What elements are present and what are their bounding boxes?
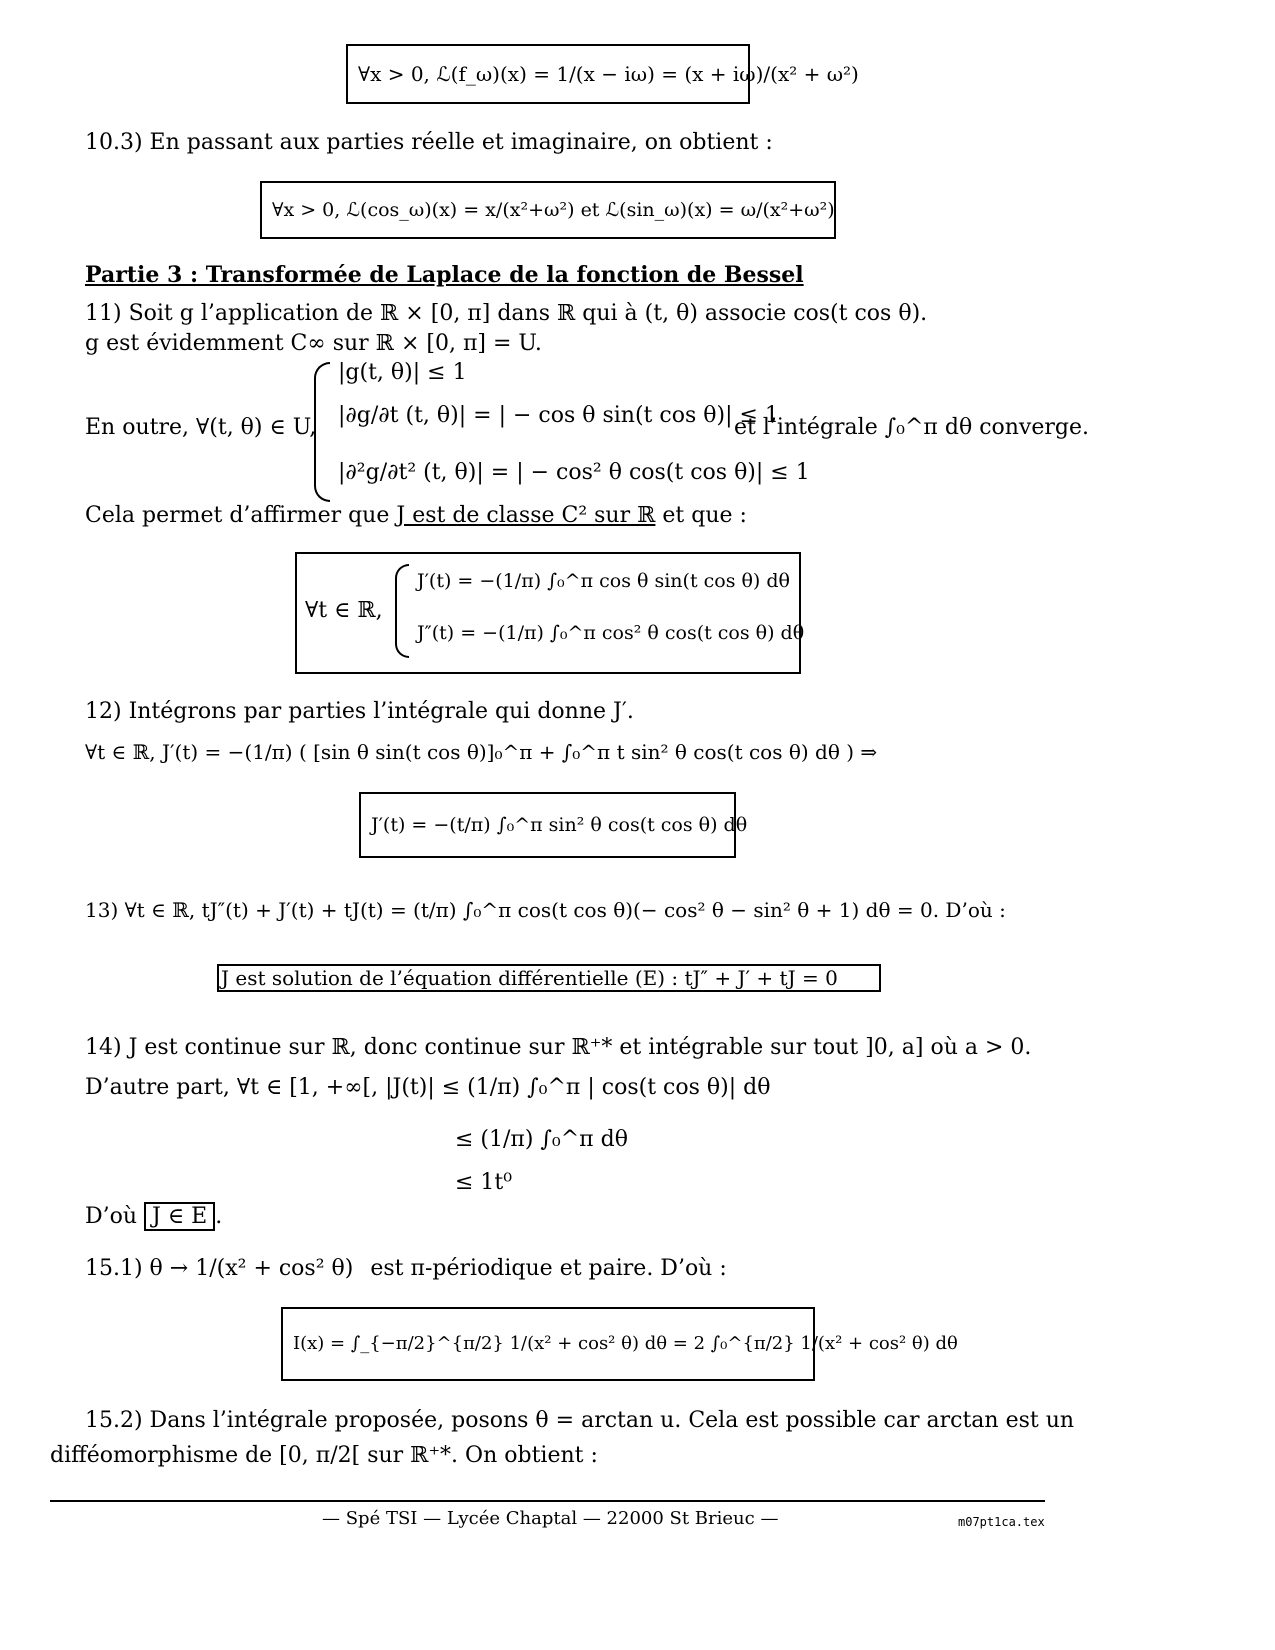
equation-J-prime: J′(t) = −(1/π) ∫₀^π cos θ sin(t cos θ) dθ	[417, 570, 790, 592]
equation-J-second: J″(t) = −(1/π) ∫₀^π cos² θ cos(t cos θ) dθ	[417, 622, 805, 644]
equation-text: I(x) = ∫_{−π/2}^{π/2} 1/(x² + cos² θ) dθ = 2 ∫₀^{π/2} 1/(x² + cos² θ) dθ	[293, 1333, 958, 1354]
boxed-equation-laplace-f	[346, 44, 859, 104]
footer-rule	[50, 1500, 1045, 1502]
boxed-J-in-E: J ∈ E	[144, 1202, 215, 1231]
dou-text: D’où	[85, 1204, 145, 1229]
paragraph-11-integrale: et l’intégrale ∫₀^π dθ converge.	[734, 415, 1089, 440]
boxed-equation-J-prime-result	[359, 792, 748, 858]
paragraph-11-en-outre: En outre, ∀(t, θ) ∈ U,	[85, 415, 317, 440]
period: .	[215, 1204, 223, 1229]
paragraph-14-line1: 14) J est continue sur ℝ, donc continue sur ℝ⁺* et intégrable sur tout ]0, a] où a > 0.	[85, 1035, 1032, 1060]
paragraph-15-2-line1: 15.2) Dans l’intégrale proposée, posons θ = arctan u. Cela est possible car arctan est un	[85, 1408, 1075, 1433]
system-line-3: |∂²g/∂t² (t, θ)| = | − cos² θ cos(t cos θ)| ≤ 1	[338, 460, 810, 485]
boxed-equation-cos-sin	[260, 181, 836, 239]
footer-center: — Spé TSI — Lycée Chaptal — 22000 St Brieuc —	[322, 1508, 779, 1529]
system-brace	[314, 362, 330, 502]
paragraph-11-cela	[85, 503, 747, 528]
equation-text: ∀x > 0, ℒ(f_ω)(x) = 1/(x − iω) = (x + iω)/(x² + ω²)	[358, 62, 859, 86]
paragraph-11-line2: g est évidemment C∞ sur ℝ × [0, π] = U.	[85, 331, 542, 356]
system-forall: ∀t ∈ ℝ,	[305, 598, 383, 623]
paragraph-15-1	[85, 1256, 727, 1281]
cela-suffix: et que :	[655, 503, 747, 528]
paragraph-11-line1: 11) Soit g l’application de ℝ × [0, π] dans ℝ qui à (t, θ) associe cos(t cos θ).	[85, 301, 928, 326]
paragraph-14-conclusion	[85, 1204, 222, 1229]
equation-text: J est solution de l’équation différentielle (E) : tJ″ + J′ + tJ = 0	[221, 966, 838, 990]
boxed-system-J-derivatives	[295, 552, 805, 674]
paragraph-15-2-line2: difféomorphisme de [0, π/2[ sur ℝ⁺*. On obtient :	[50, 1443, 598, 1468]
equation-text: J′(t) = −(t/π) ∫₀^π sin² θ cos(t cos θ) dθ	[371, 814, 748, 836]
paragraph-10-3: 10.3) En passant aux parties réelle et imaginaire, on obtient :	[85, 130, 773, 155]
system-brace	[395, 564, 409, 658]
equation-text: ∀x > 0, ℒ(cos_ω)(x) = x/(x²+ω²) et ℒ(sin_ω)(x) = ω/(x²+ω²)	[272, 199, 835, 221]
paragraph-14-line2: D’autre part, ∀t ∈ [1, +∞[, |J(t)| ≤ (1/π) ∫₀^π | cos(t cos θ)| dθ	[85, 1075, 771, 1100]
function-expression: 15.1) θ → 1/(x² + cos² θ)	[85, 1256, 354, 1281]
paragraph-14-line4: ≤ 1t⁰	[455, 1170, 513, 1195]
boxed-equation-differential	[217, 964, 881, 992]
system-line-1: |g(t, θ)| ≤ 1	[338, 360, 467, 385]
paragraph-14-line3: ≤ (1/π) ∫₀^π dθ	[455, 1127, 628, 1152]
system-line-2: |∂g/∂t (t, θ)| = | − cos θ sin(t cos θ)| ≤ 1	[338, 403, 779, 428]
paragraph-12-line1: 12) Intégrons par parties l’intégrale qui donne J′.	[85, 699, 634, 724]
periodic-text: est π-périodique et paire. D’où :	[370, 1256, 727, 1281]
boxed-equation-I-x	[281, 1307, 958, 1381]
paragraph-12-line2: ∀t ∈ ℝ, J′(t) = −(1/π) ( [sin θ sin(t cos θ)]₀^π + ∫₀^π t sin² θ cos(t cos θ) dθ ) ⇒	[85, 740, 878, 764]
paragraph-13: 13) ∀t ∈ ℝ, tJ″(t) + J′(t) + tJ(t) = (t/π) ∫₀^π cos(t cos θ)(− cos² θ − sin² θ + 1) dθ = 0. D’où :	[85, 898, 1006, 922]
cela-prefix: Cela permet d’affirmer que	[85, 503, 397, 528]
cela-underlined: J est de classe C² sur ℝ	[396, 503, 656, 528]
footer-filename: m07pt1ca.tex	[958, 1515, 1045, 1529]
section-title-partie-3: Partie 3 : Transformée de Laplace de la fonction de Bessel	[85, 262, 804, 288]
